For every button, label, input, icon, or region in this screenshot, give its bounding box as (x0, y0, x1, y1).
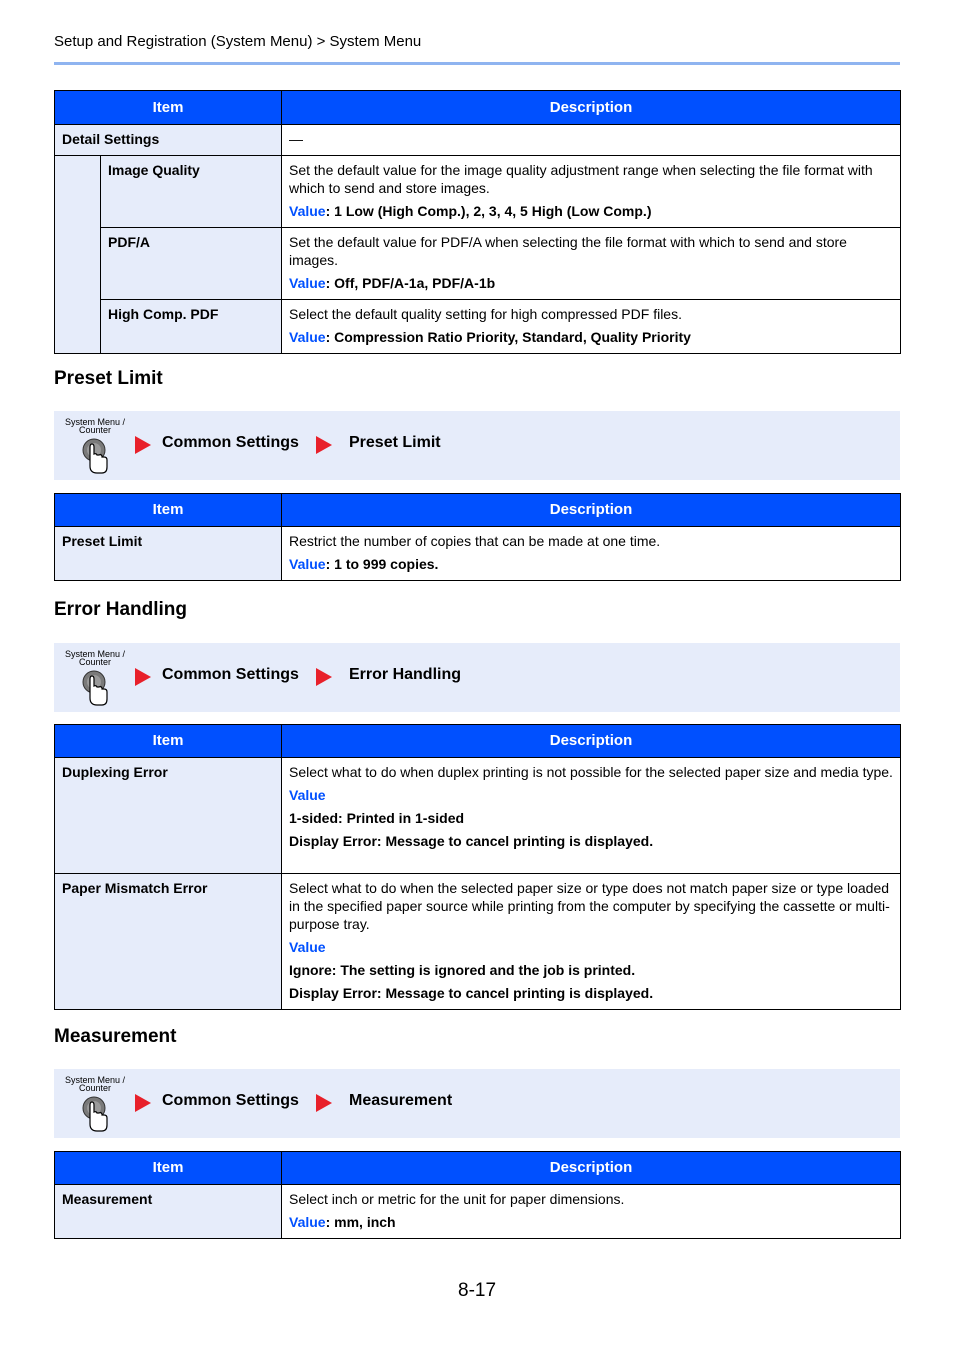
duplexing-error-option-2: Display Error: Message to cancel printing is displayed. (289, 833, 654, 849)
nav-step-error-handling: Error Handling (349, 666, 462, 683)
description-header: Description (282, 1152, 901, 1185)
pdfa-text: Set the default value for PDF/A when selecting the file format with which to send and store images. (289, 234, 847, 268)
triangle-right-icon (135, 668, 151, 686)
system-menu-key-label (63, 650, 127, 666)
counter-label: Counter (78, 1083, 112, 1093)
error-handling-table (54, 724, 901, 1010)
value-label: Value (289, 939, 326, 955)
detail-settings-table (54, 90, 901, 354)
measurement-values: : mm, inch (325, 1214, 396, 1230)
triangle-right-icon (135, 436, 151, 454)
preset-limit-desc (282, 527, 901, 581)
paper-mismatch-error-item: Paper Mismatch Error (55, 874, 282, 1010)
high-comp-pdf-item: High Comp. PDF (101, 300, 282, 354)
description-header: Description (282, 494, 901, 527)
nav-path-preset-limit (54, 411, 900, 480)
section-title-preset-limit: Preset Limit (54, 368, 163, 389)
triangle-right-icon (316, 436, 332, 454)
image-quality-values: : 1 Low (High Comp.), 2, 3, 4, 5 High (Low Comp.) (325, 203, 652, 219)
section-title-error-handling: Error Handling (54, 599, 188, 620)
item-header: Item (55, 91, 282, 125)
measurement-item: Measurement (55, 1185, 282, 1239)
nav-step-common-settings: Common Settings (162, 434, 299, 451)
breadcrumb: Setup and Registration (System Menu) > System Menu (54, 33, 422, 50)
description-header: Description (282, 91, 901, 125)
paper-mismatch-option-2: Display Error: Message to cancel printing is displayed. (289, 985, 654, 1001)
system-menu-label: System Menu / (64, 417, 126, 427)
triangle-right-icon (316, 668, 332, 686)
pdfa-item: PDF/A (101, 228, 282, 300)
duplexing-error-text: Select what to do when duplex printing is not possible for the selected paper size and media type. (289, 764, 893, 780)
measurement-table (54, 1151, 901, 1239)
nav-step-common-settings: Common Settings (162, 1092, 299, 1109)
paper-mismatch-error-text: Select what to do when the selected paper size or type does not match paper size or type loaded in the specified paper source while printing from the computer by specifying the cassette or multi-purpose tray. (289, 880, 890, 932)
image-quality-desc (282, 156, 901, 228)
hand-pointer-button-icon[interactable] (80, 438, 110, 476)
preset-limit-text: Restrict the number of copies that can be made at one time. (289, 533, 661, 549)
section-title-measurement: Measurement (54, 1026, 177, 1047)
paper-mismatch-error-desc (282, 874, 901, 1010)
high-comp-pdf-text: Select the default quality setting for high compressed PDF files. (289, 306, 682, 322)
value-label: Value (289, 1214, 326, 1230)
duplexing-error-item: Duplexing Error (55, 758, 282, 874)
counter-label: Counter (78, 657, 112, 667)
duplexing-error-option-1: 1-sided: Printed in 1-sided (289, 810, 465, 826)
system-menu-label: System Menu / (64, 1075, 126, 1085)
paper-mismatch-option-1: Ignore: The setting is ignored and the job is printed. (289, 962, 636, 978)
nav-step-preset-limit: Preset Limit (349, 434, 441, 451)
item-header: Item (55, 494, 282, 527)
item-header: Item (55, 1152, 282, 1185)
description-header: Description (282, 725, 901, 758)
group-indent-cell (55, 156, 101, 354)
duplexing-error-desc (282, 758, 901, 874)
preset-limit-values: : 1 to 999 copies. (325, 556, 439, 572)
preset-limit-table (54, 493, 901, 581)
page-number: 8-17 (458, 1280, 497, 1301)
pdfa-desc (282, 228, 901, 300)
item-header: Item (55, 725, 282, 758)
value-label: Value (289, 787, 326, 803)
nav-path-measurement (54, 1069, 900, 1138)
value-label: Value (289, 329, 326, 345)
image-quality-item: Image Quality (101, 156, 282, 228)
image-quality-text: Set the default value for the image quality adjustment range when selecting the file format with which to send and store images. (289, 162, 873, 196)
measurement-text: Select inch or metric for the unit for paper dimensions. (289, 1191, 625, 1207)
preset-limit-item: Preset Limit (55, 527, 282, 581)
triangle-right-icon (316, 1094, 332, 1112)
system-menu-key-label (63, 1076, 127, 1092)
value-label: Value (289, 275, 326, 291)
detail-settings-item: Detail Settings (55, 125, 282, 156)
value-label: Value (289, 203, 326, 219)
nav-step-measurement: Measurement (349, 1092, 453, 1109)
nav-step-common-settings: Common Settings (162, 666, 299, 683)
measurement-desc (282, 1185, 901, 1239)
counter-label: Counter (78, 425, 112, 435)
high-comp-pdf-desc (282, 300, 901, 354)
hand-pointer-button-icon[interactable] (80, 1096, 110, 1134)
system-menu-label: System Menu / (64, 649, 126, 659)
high-comp-pdf-values: : Compression Ratio Priority, Standard, Quality Priority (325, 329, 691, 345)
value-label: Value (289, 556, 326, 572)
header-divider (54, 62, 900, 65)
triangle-right-icon (135, 1094, 151, 1112)
detail-settings-desc: — (282, 125, 901, 156)
hand-pointer-button-icon[interactable] (80, 670, 110, 708)
system-menu-key-label (63, 418, 127, 434)
nav-path-error-handling (54, 643, 900, 712)
pdfa-values: : Off, PDF/A-1a, PDF/A-1b (325, 275, 496, 291)
